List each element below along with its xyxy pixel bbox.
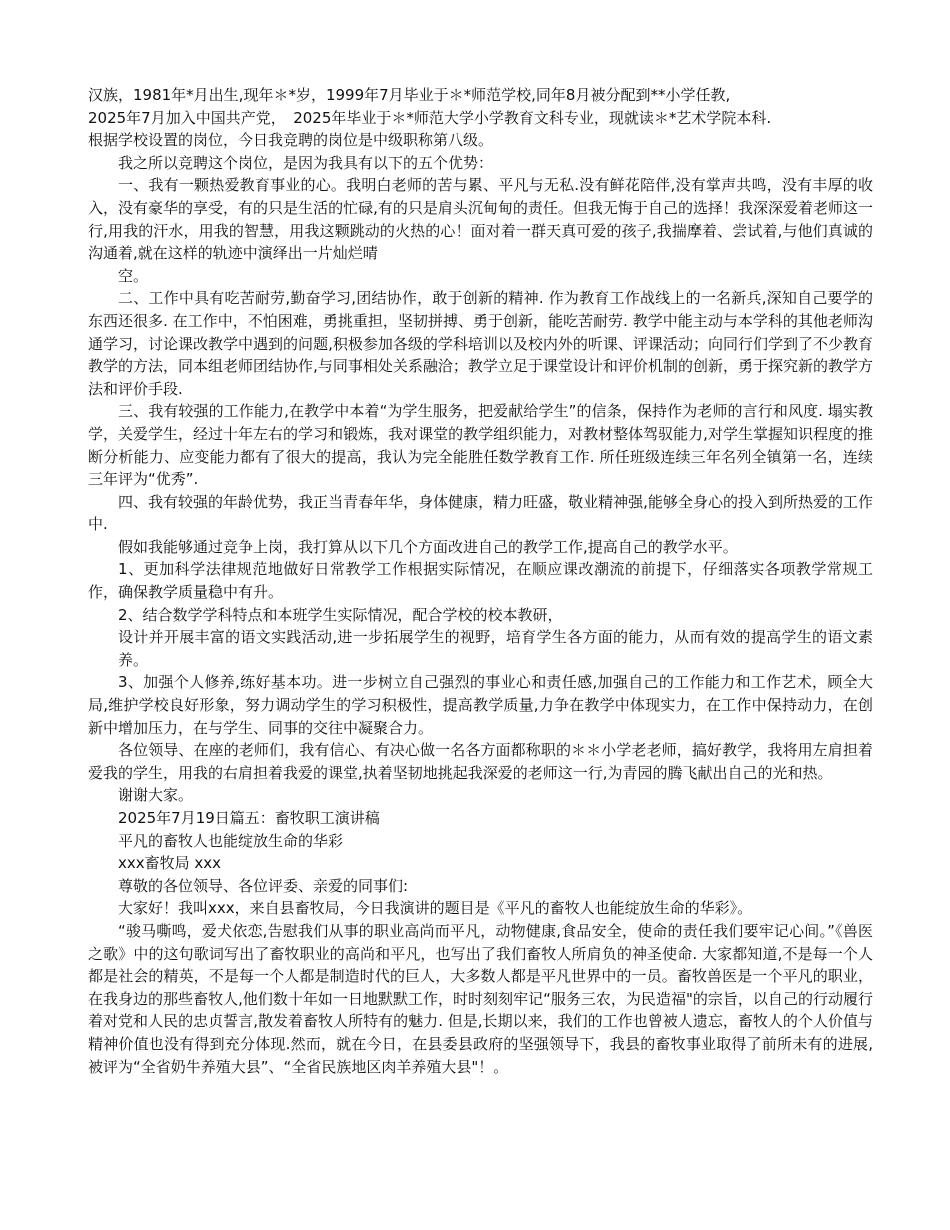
paragraph-reason: 我之所以竞聘这个岗位，是因为我具有以下的五个优势：	[118, 153, 494, 172]
paragraph-intro-line-3: 根据学校设置的岗位，今日我竞聘的岗位是中级职称第八级。	[88, 131, 494, 150]
paragraph-advantage-2: 二、工作中具有吃苦耐劳,勤奋学习,团结协作，敢于创新的精神. 作为教育工作战线上的一名新兵,深知自己要学的东西还很多. 在工作中，不怕困难，勇挑重担，坚韧拼搏、勇于创新，能吃苦耐劳. 教学中能主动与本学科的其他老师沟通学习，讨论课改教学中遇到的问题,积极参加各级的学科培训以及校内外的听课、评课活动；向同行们学到了不少教育教学的方法，同本组老师团结协作,与同事相处关系融洽；教学立足于课堂设计和评价机制的创新，勇于探究新的教学方法和评价手段.	[88, 289, 873, 398]
speech-body: “骏马嘶鸣，爱犬依恋,告慰我们从事的职业高尚而平凡，动物健康,食品安全，使命的责任我们要牢记心间。”《兽医之歌》中的这句歌词写出了畜牧职业的高尚和平凡，也写出了我们畜牧人所肩负的神圣使命. 大家都知道,不是每一个人都是社会的精英，不是每一个人都是制造时代的巨人，大多数人都是平凡世界中的一员。畜牧兽医是一个平凡的职业，在我身边的那些畜牧人,他们数十年如一日地默默工作，时时刻刻牢记“服务三农，为民造福"的宗旨，以自己的行动履行着对党和人民的忠贞誓言,散发着畜牧人所特有的魅力. 但是,长期以来，我们的工作也曾被人遗忘，畜牧人的个人价值与精神价值也没有得到充分体现.然而，就在今日，在县委县政府的坚强领导下，我县的畜牧事业取得了前所未有的进展,被评为“全省奶牛养殖大县”、“全省民族地区肉羊养殖大县"！。	[88, 921, 873, 1076]
paragraph-date-heading: 2025年7月19日篇五：畜牧职工演讲稿	[118, 809, 380, 827]
paragraph-plan-3: 3、加强个人修养,练好基本功。进一步树立自己强烈的事业心和责任感,加强自己的工作能力和工作艺术，顾全大局,维护学校良好形象，努力调动学生的学习积极性，提高教学质量,力争在教学中体现实力，在工作中保持动力，在创新中增加压力，在与学生、同事的交往中凝聚合力。	[88, 673, 873, 737]
paragraph-advantage-3: 三、我有较强的工作能力,在教学中本着“为学生服务，把爱献给学生”的信条，保持作为老师的言行和风度. 塌实教学，关爱学生，经过十年左右的学习和锻炼，我对课堂的教学组织能力，对教材整体驾驭能力,对学生掌握知识程度的推断分析能力、应变能力都有了很大的提高，我认为完全能胜任数学教育工作. 所任班级连续三年名列全镇第一名，连续三年评为“优秀”.	[88, 402, 873, 489]
paragraph-advantage-1: 一、我有一颗热爱教育事业的心。我明白老师的苦与累、平凡与无私.没有鲜花陪伴,没有掌声共鸣，没有丰厚的收入，没有豪华的享受，有的只是生活的忙碌,有的只是肩头沉甸甸的责任。但我无悔于自己的选择！我深深爱着老师这一行,用我的汗水，用我的智慧，用我这颗跳动的火热的心！面对着一群天真可爱的孩子,我揣摩着、尝试着,与他们真诚的沟通着,就在这样的轨迹中演绎出一片灿烂晴	[88, 176, 873, 263]
paragraph-intro-line-1: 汉族，1981年*月出生,现年＊*岁，1999年7月毕业于＊*师范学校,同年8月被分配到**小学任教,	[88, 86, 731, 104]
speech-title: 平凡的畜牧人也能绽放生命的华彩	[118, 831, 344, 850]
paragraph-intro-line-2: 2025年7月加入中国共产党， 2025年毕业于＊*师范大学小学教育文科专业，现就读＊*艺术学院本科.	[88, 108, 772, 127]
paragraph-thanks: 谢谢大家。	[118, 786, 194, 805]
speech-salutation: 尊敬的各位领导、各位评委、亲爱的同事们:	[118, 876, 409, 895]
document-body	[88, 84, 873, 1078]
paragraph-plan-intro: 假如我能够通过竞争上岗，我打算从以下几个方面改进自己的教学工作,提高自己的教学水平。	[118, 537, 738, 556]
paragraph-plan-1: 1、更加科学法律规范地做好日常教学工作根据实际情况，在顺应课改潮流的前提下，仔细落实各项教学常规工作，确保教学质量稳中有升。	[88, 560, 873, 602]
paragraph-plan-2: 2、结合数学学科特点和本班学生实际情况，配合学校的校本教研，	[118, 605, 563, 624]
paragraph-closing: 各位领导、在座的老师们，我有信心、有决心做一名各方面都称职的＊＊小学老老师，搞好教学，我将用左肩担着爱我的学生，用我的右肩担着我爱的课堂,执着坚韧地挑起我深爱的老师这一行,为青园的腾飞献出自己的光和热。	[88, 741, 873, 782]
speech-author: xxx畜牧局 xxx	[118, 854, 222, 873]
paragraph-advantage-1-end: 空。	[118, 266, 149, 285]
paragraph-advantage-4: 四、我有较强的年龄优势，我正当青春年华，身体健康，精力旺盛，敬业精神强,能够全身心的投入到所热爱的工作中.	[88, 492, 873, 534]
paragraph-plan-2-cont: 设计并开展丰富的语文实践活动,进一步拓展学生的视野，培育学生各方面的能力，从而有效的提高学生的语文素养。	[118, 628, 873, 669]
speech-greeting: 大家好！我叫xxx，来自县畜牧局，今日我演讲的题目是《平凡的畜牧人也能绽放生命的华彩》。	[118, 899, 753, 918]
